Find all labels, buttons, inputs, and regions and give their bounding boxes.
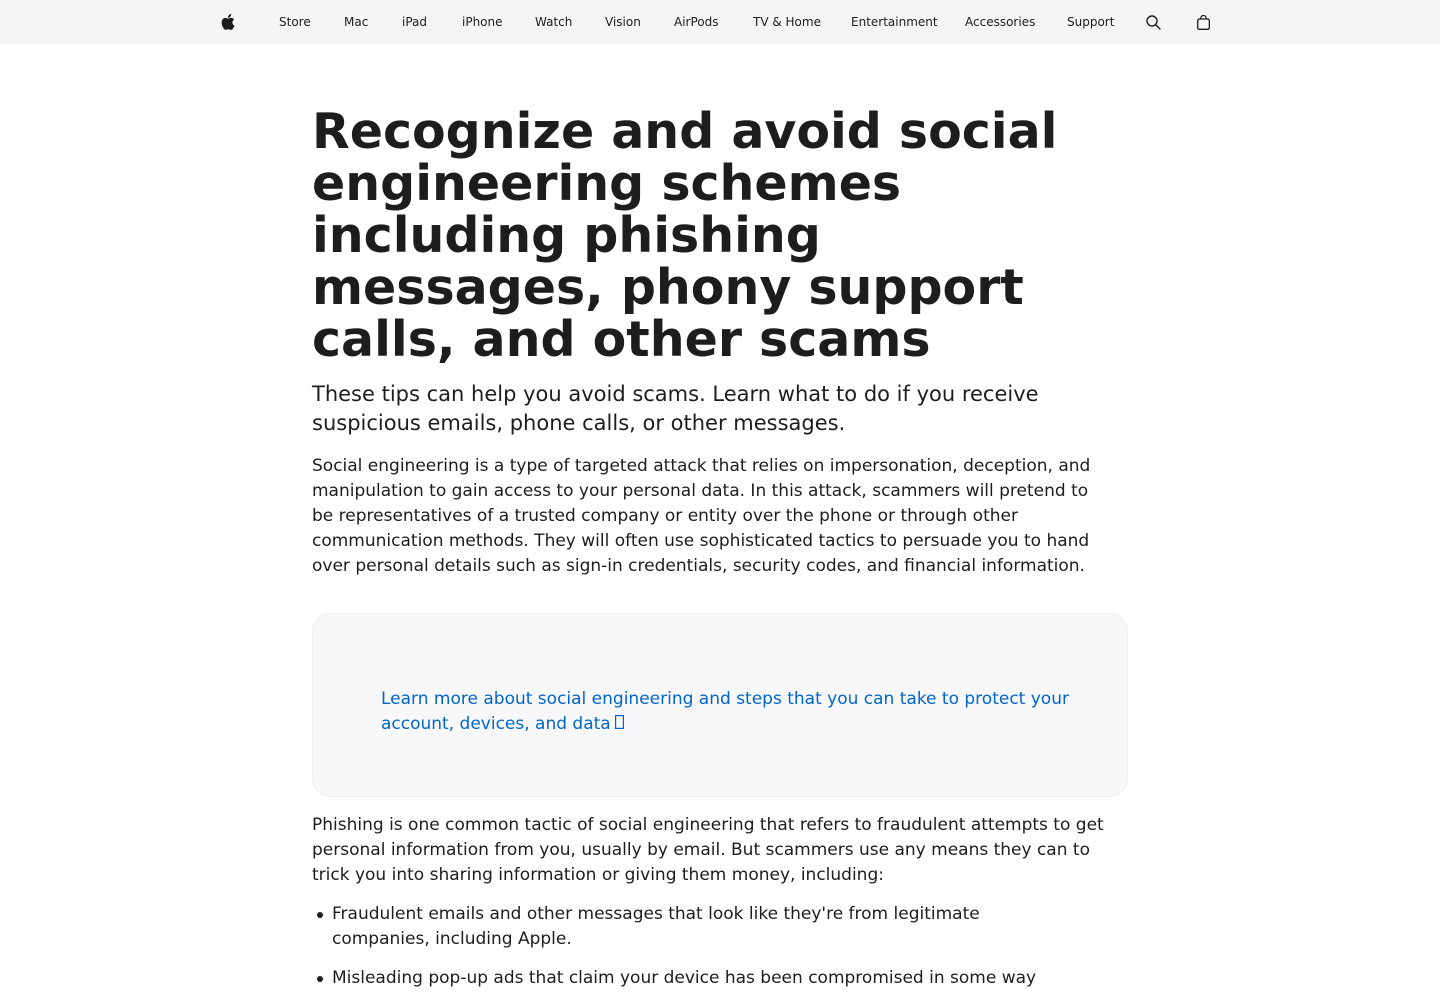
nav-item-iphone[interactable]: iPhone [462, 15, 503, 29]
list-item [332, 966, 1072, 991]
nav-item-airpods[interactable]: AirPods [674, 15, 719, 29]
nav-item-store[interactable]: Store [279, 15, 311, 29]
nav-item-ipad[interactable]: iPad [402, 15, 428, 29]
nav-item-vision[interactable]: Vision [605, 15, 641, 29]
list-item-text: Misleading pop-up ads that claim your device has been compromised in some way [332, 968, 1037, 988]
nav-item-entertainment[interactable]: Entertainment [851, 15, 938, 29]
article-content [312, 103, 1128, 1005]
callout-box [312, 613, 1128, 797]
list-item-text: Fraudulent emails and other messages that look like they're from legitimate companies, including Apple. [332, 904, 980, 949]
learn-more-link-text: Learn more about social engineering and steps that you can take to protect your account, devices, and data [381, 689, 1069, 734]
bullet-icon [317, 912, 323, 918]
page-title: Recognize and avoid social engineering schemes including phishing messages, phony support calls, and other scams [312, 103, 1058, 368]
nav-item-mac[interactable]: Mac [344, 15, 369, 29]
global-nav [0, 0, 1440, 44]
nav-item-watch[interactable]: Watch [535, 15, 573, 29]
apple-logo-icon[interactable] [220, 0, 235, 44]
nav-item-accessories[interactable]: Accessories [965, 15, 1036, 29]
list-item [332, 902, 1072, 952]
social-engineering-paragraph: Social engineering is a type of targeted attack that relies on impersonation, deception, and manipulation to gain access to your personal data. In this attack, scammers will pretend to be representatives of a trusted company or entity over the phone or through other communication methods. They will often use sophisticated tactics to persuade you to hand over personal details such as sign-in credentials, security codes, and financial information. [312, 456, 1091, 576]
search-icon[interactable] [1146, 0, 1161, 44]
shopping-bag-icon[interactable] [1197, 0, 1210, 44]
nav-list [220, 0, 1220, 44]
nav-item-support[interactable]: Support [1067, 15, 1115, 29]
intro-text: These tips can help you avoid scams. Learn what to do if you receive suspicious emails, phone calls, or other messages. [312, 382, 1039, 435]
scam-tactics-list [312, 902, 1128, 991]
nav-item-tv-home[interactable]: TV & Home [753, 15, 821, 29]
learn-more-link[interactable] [381, 687, 1081, 737]
phishing-paragraph: Phishing is one common tactic of social engineering that refers to fraudulent attempts to get personal information from you, usually by email. But scammers use any means they can to trick you into sharing information or giving them money, including: [312, 815, 1104, 885]
external-link-icon [615, 712, 624, 737]
bullet-icon [317, 976, 323, 982]
